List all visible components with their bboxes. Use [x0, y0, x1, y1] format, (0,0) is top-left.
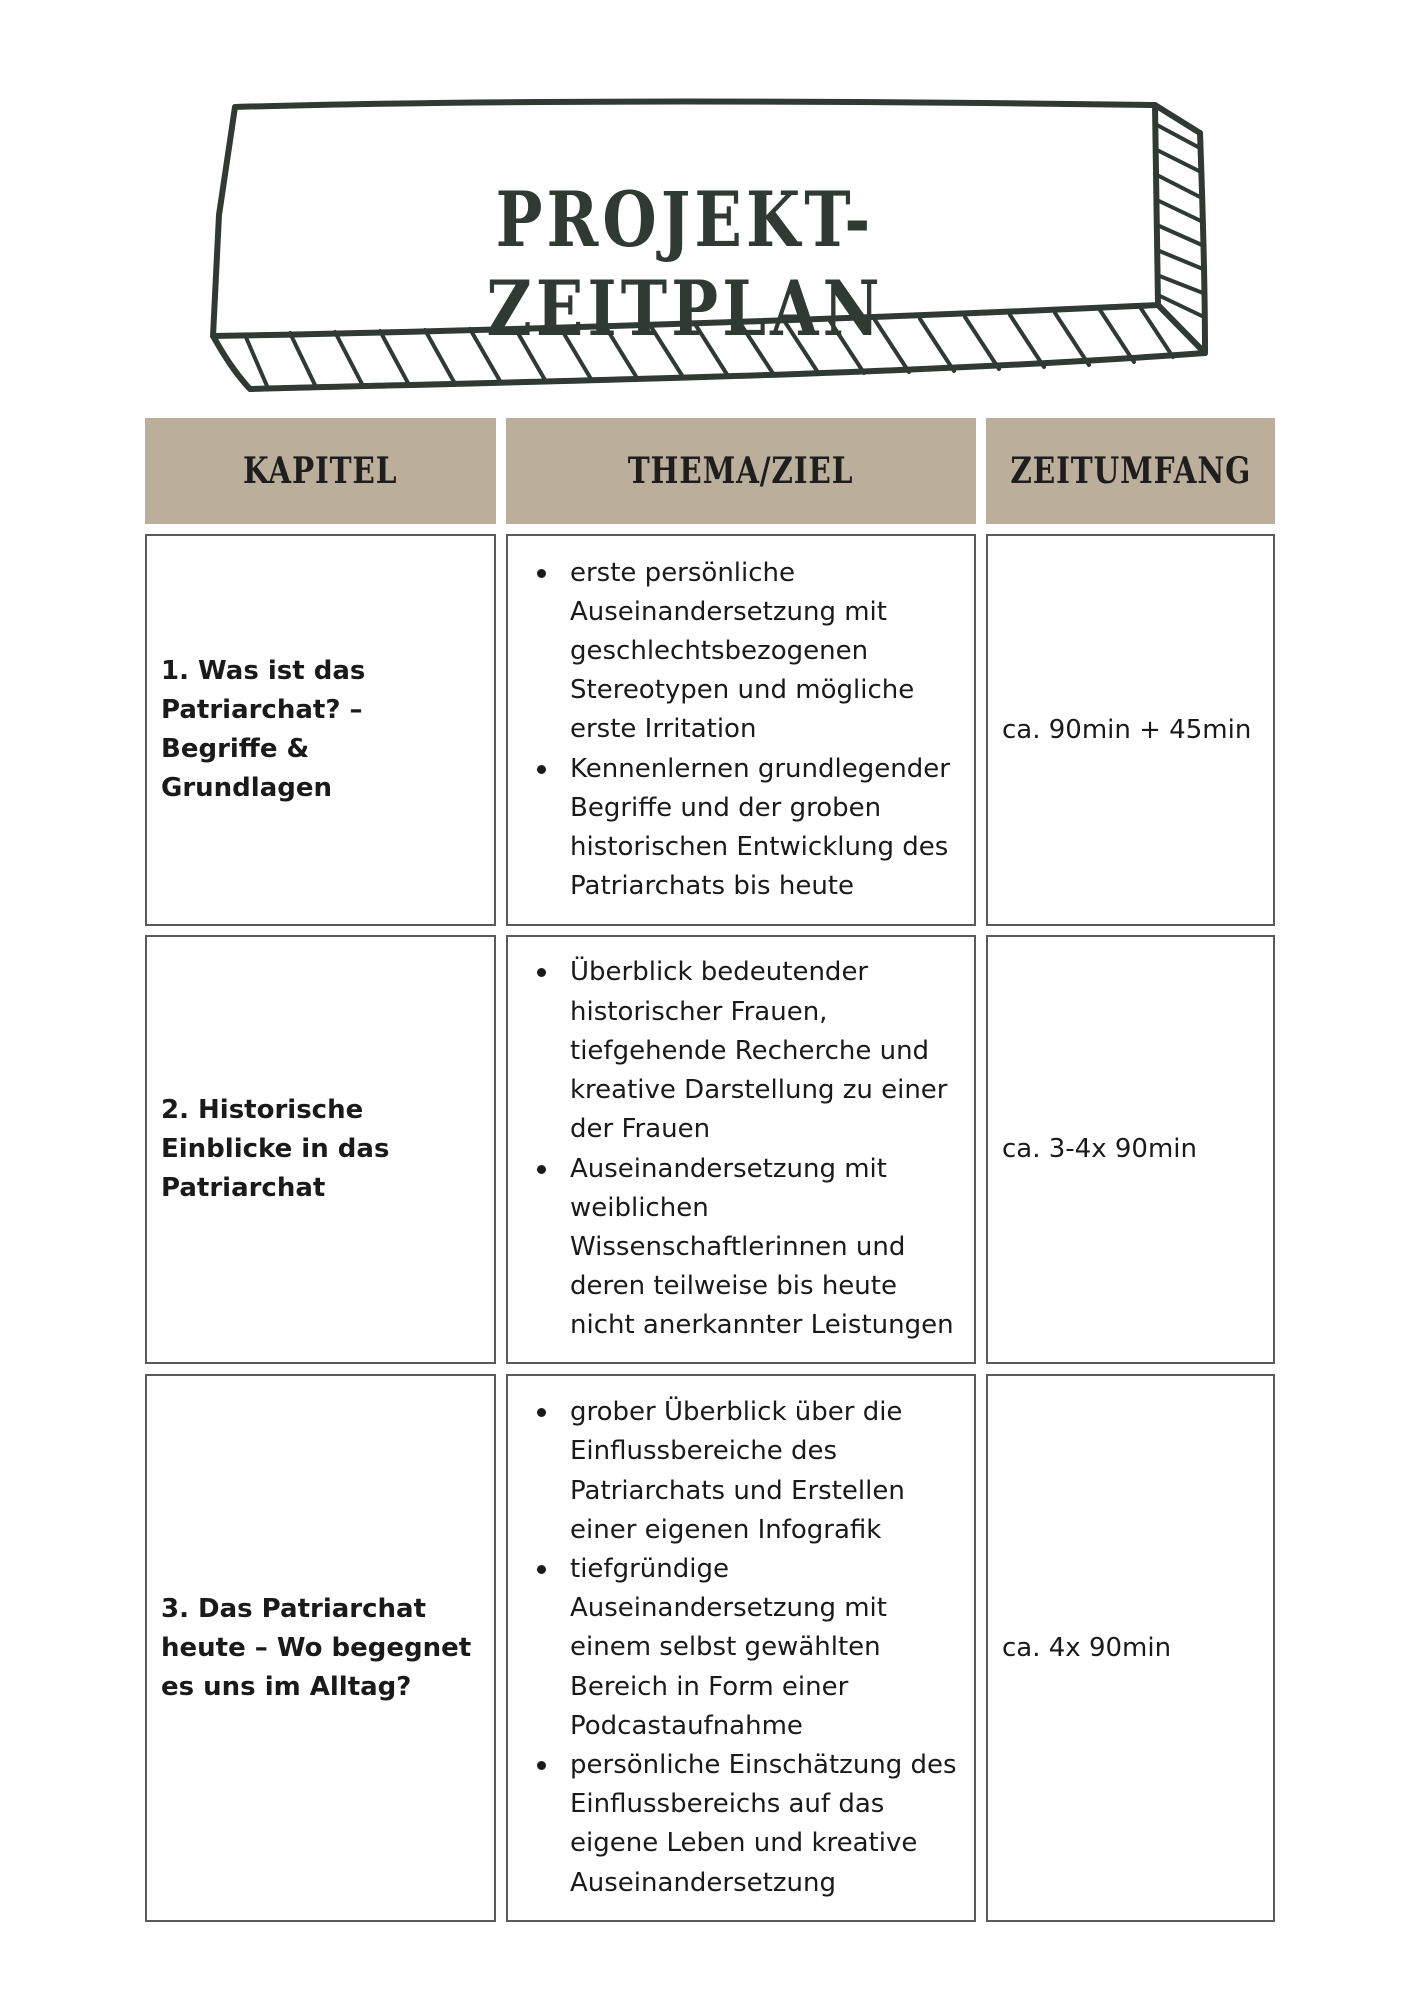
table-row-2-duration — [986, 935, 1275, 1364]
chapter-title: 1. Was ist das Patriarchat? – Begriffe & Grundlagen — [161, 656, 366, 803]
table-row-2-topic — [506, 935, 976, 1364]
chapter-title: 3. Das Patriarchat heute – Wo begegnet es uns im Alltag? — [161, 1593, 472, 1702]
page-title: PROJEKT-ZEITPLAN — [486, 175, 884, 353]
goal-item: Auseinandersetzung mit weiblichen Wissenschaftlerinnen und deren teilweise bis heute nicht anerkannter Leistungen — [528, 1150, 958, 1346]
goal-item: erste persönliche Auseinandersetzung mit geschlechtsbezogenen Stereotypen und mögliche erste Irritation — [528, 554, 958, 750]
goal-list — [528, 1393, 958, 1903]
table-row-3-topic — [506, 1374, 976, 1922]
goal-item: tiefgründige Auseinandersetzung mit einem selbst gewählten Bereich in Form einer Podcastaufnahme — [528, 1550, 958, 1746]
duration-value: ca. 4x 90min — [1002, 1632, 1172, 1663]
goal-item: Überblick bedeutender historischer Frauen, tiefgehende Recherche und kreative Darstellung zu einer der Frauen — [528, 953, 958, 1149]
table-row-1-duration — [986, 534, 1275, 926]
column-header-chapter-label: KAPITEL — [243, 450, 398, 492]
column-header-duration-label: ZEITUMFANG — [1010, 450, 1251, 492]
duration-value: ca. 90min + 45min — [1002, 714, 1252, 745]
goal-item: Kennenlernen grundlegender Begriffe und der groben historischen Entwicklung des Patriarchats bis heute — [528, 750, 958, 907]
duration-value: ca. 3-4x 90min — [1002, 1134, 1197, 1164]
column-header-duration — [986, 418, 1275, 524]
goal-item: grober Überblick über die Einflussbereiche des Patriarchats und Erstellen einer eigenen Infografik — [528, 1393, 958, 1550]
table-row-1-chapter — [145, 534, 496, 926]
table-row-3-duration — [986, 1374, 1275, 1922]
goal-item: persönliche Einschätzung des Einflussbereichs auf das eigene Leben und kreative Auseinandersetzung — [528, 1746, 958, 1903]
table-row-1-topic — [506, 534, 976, 926]
title-banner — [205, 95, 1215, 400]
goal-list — [528, 953, 958, 1345]
goal-list — [528, 554, 958, 907]
column-header-topic-label: THEMA/ZIEL — [628, 450, 854, 492]
table-row-2-chapter — [145, 935, 496, 1364]
table-row-3-chapter — [145, 1374, 496, 1922]
column-header-chapter — [145, 418, 496, 524]
column-header-topic — [506, 418, 976, 524]
chapter-title: 2. Historische Einblicke in das Patriarchat — [161, 1095, 390, 1203]
